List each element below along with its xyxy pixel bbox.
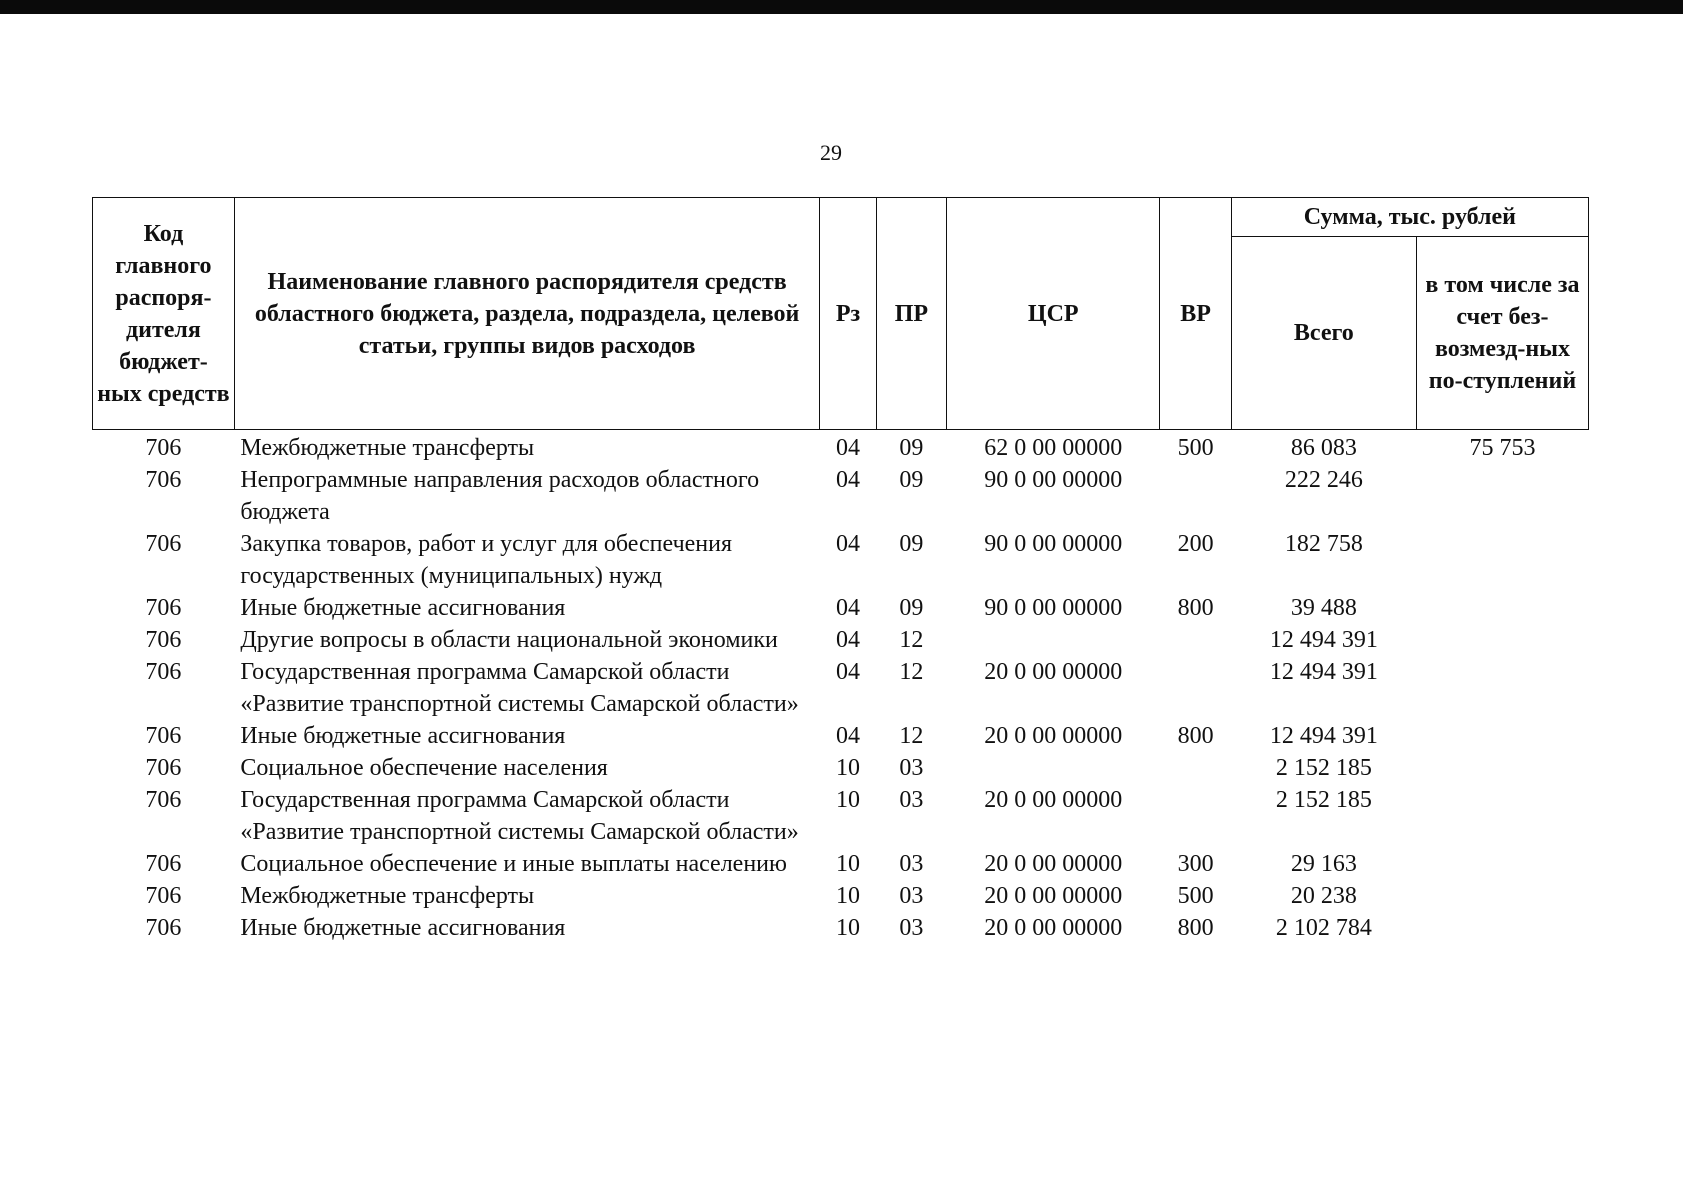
cell-name: Иные бюджетные ассигнования (240, 723, 566, 749)
header-sum: Сумма, тыс. рублей (1231, 198, 1588, 237)
cell-total: 2 152 185 (1275, 755, 1372, 781)
cell-total: 222 246 (1284, 467, 1363, 493)
cell-vr: 500 (1177, 883, 1214, 909)
cell-csr: 90 0 00 00000 (984, 467, 1123, 493)
cell-name: Социальное обеспечение и иные выплаты населению (240, 851, 787, 877)
cell-free (1416, 784, 1588, 848)
cell-rz: 04 (836, 627, 861, 653)
cell-csr: 20 0 00 00000 (984, 659, 1123, 685)
cell-rz: 10 (836, 915, 861, 941)
budget-table (92, 197, 1589, 944)
cell-free (1416, 720, 1588, 752)
cell-code: 706 (145, 883, 182, 909)
cell-rz: 04 (836, 659, 861, 685)
cell-pr: 12 (899, 627, 924, 653)
cell-total: 29 163 (1290, 851, 1357, 877)
table-row (93, 592, 1589, 624)
cell-free (1416, 880, 1588, 912)
cell-total: 12 494 391 (1269, 659, 1378, 685)
cell-code: 706 (145, 531, 182, 557)
cell-total: 2 152 185 (1275, 787, 1372, 813)
header-name: Наименование главного распорядителя средств областного бюджета, раздела, подраздела, целевой статьи, группы видов расходов (234, 198, 820, 430)
cell-name: Государственная программа Самарской области «Развитие транспортной системы Самарской области» (240, 787, 799, 845)
cell-free: 75 753 (1469, 435, 1536, 461)
cell-rz: 04 (836, 467, 861, 493)
cell-code: 706 (145, 627, 182, 653)
cell-vr: 200 (1177, 531, 1214, 557)
table-body (93, 430, 1589, 945)
cell-total: 182 758 (1284, 531, 1363, 557)
cell-total: 39 488 (1290, 595, 1357, 621)
cell-code: 706 (145, 467, 182, 493)
table-row (93, 464, 1589, 528)
cell-code: 706 (145, 787, 182, 813)
cell-name: Иные бюджетные ассигнования (240, 595, 566, 621)
table-header (93, 198, 1589, 430)
cell-code: 706 (145, 659, 182, 685)
cell-total: 86 083 (1290, 435, 1357, 461)
cell-rz: 10 (836, 787, 861, 813)
cell-name: Закупка товаров, работ и услуг для обеспечения государственных (муниципальных) нужд (240, 531, 733, 589)
cell-csr: 20 0 00 00000 (984, 851, 1123, 877)
cell-free (1416, 592, 1588, 624)
cell-free (1416, 656, 1588, 720)
page-number: 29 (820, 140, 842, 165)
cell-pr: 03 (899, 755, 924, 781)
cell-pr: 03 (899, 883, 924, 909)
cell-pr: 12 (899, 659, 924, 685)
cell-csr: 20 0 00 00000 (984, 883, 1123, 909)
table-row (93, 912, 1589, 944)
cell-pr: 09 (899, 467, 924, 493)
cell-rz: 10 (836, 755, 861, 781)
cell-total: 20 238 (1290, 883, 1357, 909)
cell-rz: 04 (836, 531, 861, 557)
header-code: Код главного распоря-дителя бюджет-ных средств (93, 198, 235, 430)
cell-free (1416, 912, 1588, 944)
cell-pr: 12 (899, 723, 924, 749)
cell-pr: 03 (899, 851, 924, 877)
cell-name: Межбюджетные трансферты (240, 883, 535, 909)
table-row (93, 720, 1589, 752)
cell-vr: 300 (1177, 851, 1214, 877)
header-total: Всего (1231, 237, 1416, 430)
cell-total: 2 102 784 (1275, 915, 1372, 941)
cell-vr (1160, 784, 1231, 848)
cell-free (1416, 464, 1588, 528)
cell-rz: 10 (836, 851, 861, 877)
table-row (93, 528, 1589, 592)
cell-pr: 03 (899, 787, 924, 813)
cell-vr (1160, 464, 1231, 528)
cell-vr: 500 (1177, 435, 1214, 461)
cell-vr: 800 (1177, 595, 1214, 621)
cell-pr: 09 (899, 595, 924, 621)
cell-vr: 800 (1177, 723, 1214, 749)
cell-csr: 62 0 00 00000 (984, 435, 1123, 461)
cell-rz: 04 (836, 595, 861, 621)
cell-csr: 90 0 00 00000 (984, 595, 1123, 621)
cell-name: Межбюджетные трансферты (240, 435, 535, 461)
cell-name: Государственная программа Самарской области «Развитие транспортной системы Самарской области» (240, 659, 799, 717)
cell-csr (947, 752, 1160, 784)
cell-rz: 10 (836, 883, 861, 909)
cell-vr (1160, 752, 1231, 784)
cell-vr: 800 (1177, 915, 1214, 941)
header-rz: Рз (820, 198, 876, 430)
cell-free (1416, 528, 1588, 592)
cell-csr: 20 0 00 00000 (984, 723, 1123, 749)
cell-total: 12 494 391 (1269, 627, 1378, 653)
cell-rz: 04 (836, 435, 861, 461)
header-vr: ВР (1160, 198, 1231, 430)
table-row (93, 752, 1589, 784)
cell-total: 12 494 391 (1269, 723, 1378, 749)
header-free: в том числе за счет без-возмезд-ных по-ступлений (1416, 237, 1588, 430)
cell-rz: 04 (836, 723, 861, 749)
table-row (93, 784, 1589, 848)
table-row (93, 880, 1589, 912)
cell-vr (1160, 624, 1231, 656)
cell-csr: 20 0 00 00000 (984, 787, 1123, 813)
cell-code: 706 (145, 595, 182, 621)
cell-code: 706 (145, 851, 182, 877)
cell-name: Непрограммные направления расходов областного бюджета (240, 467, 760, 525)
cell-code: 706 (145, 723, 182, 749)
cell-name: Иные бюджетные ассигнования (240, 915, 566, 941)
cell-code: 706 (145, 435, 182, 461)
cell-vr (1160, 656, 1231, 720)
table-row (93, 656, 1589, 720)
cell-free (1416, 624, 1588, 656)
scan-top-border (0, 0, 1683, 14)
cell-code: 706 (145, 755, 182, 781)
table-row (93, 848, 1589, 880)
header-pr: ПР (876, 198, 946, 430)
cell-csr: 90 0 00 00000 (984, 531, 1123, 557)
cell-code: 706 (145, 915, 182, 941)
cell-pr: 09 (899, 435, 924, 461)
cell-free (1416, 752, 1588, 784)
cell-pr: 09 (899, 531, 924, 557)
header-csr: ЦСР (947, 198, 1160, 430)
cell-name: Социальное обеспечение населения (240, 755, 608, 781)
cell-csr (947, 624, 1160, 656)
cell-pr: 03 (899, 915, 924, 941)
cell-free (1416, 848, 1588, 880)
cell-name: Другие вопросы в области национальной экономики (240, 627, 778, 653)
table-row (93, 624, 1589, 656)
cell-csr: 20 0 00 00000 (984, 915, 1123, 941)
table-row (93, 430, 1589, 465)
